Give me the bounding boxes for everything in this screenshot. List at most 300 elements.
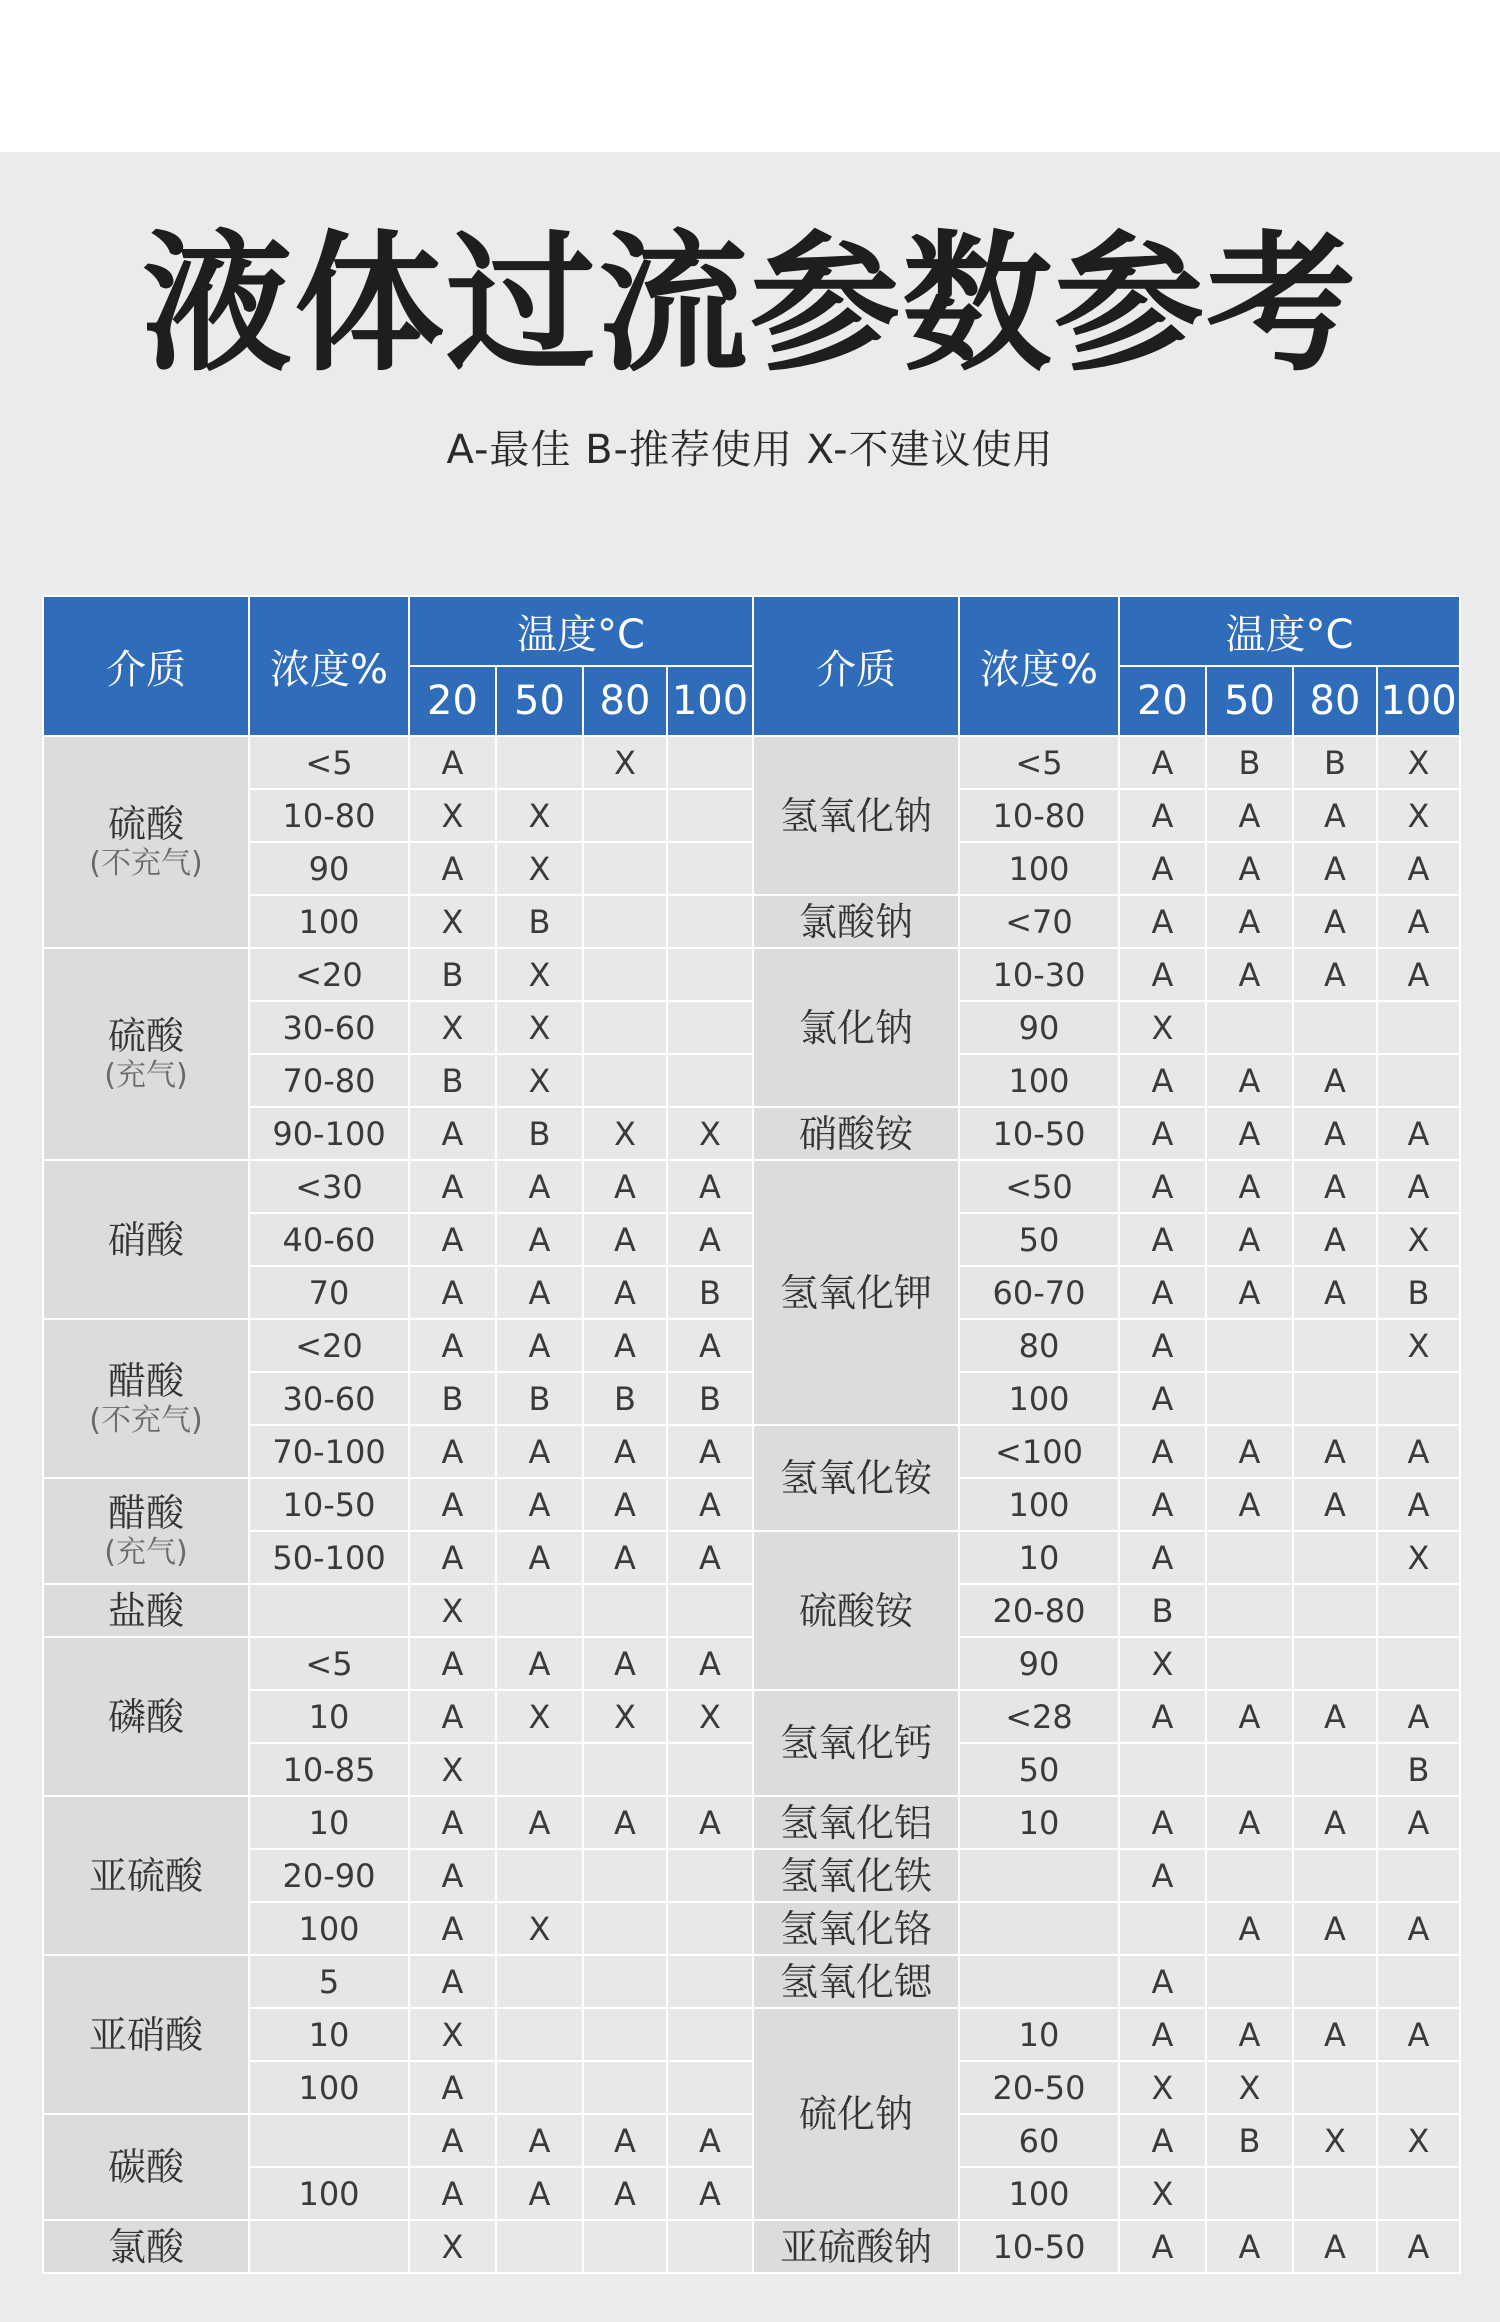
medium-cell [753,948,959,1107]
rating-cell [667,1001,753,1054]
table-row [43,2167,1460,2220]
medium-cell [753,1902,959,1955]
concentration-cell: 100 [249,2061,409,2114]
table-row [43,1425,1460,1478]
rating-cell [1293,2167,1377,2220]
rating-cell [1377,2167,1460,2220]
medium-cell [753,1796,959,1849]
table-row [43,1637,1460,1690]
rating-cell [583,1955,667,2008]
rating-cell [667,2061,753,2114]
rating-cell: X [409,2008,496,2061]
compatibility-table [42,595,1461,2274]
rating-cell [583,1849,667,1902]
table-row [43,789,1460,842]
rating-cell: A [1206,1902,1293,1955]
medium-cell [753,2008,959,2220]
rating-cell: A [1377,1160,1460,1213]
medium-name: 氢氧化钙 [779,1721,932,1765]
rating-cell: B [1206,2114,1293,2167]
medium-header: 介质 [753,596,959,736]
rating-cell [1293,1584,1377,1637]
rating-cell [583,948,667,1001]
rating-cell: X [496,1902,583,1955]
rating-cell: A [1119,1160,1206,1213]
concentration-cell: 20-80 [959,1584,1119,1637]
concentration-header: 浓度% [959,596,1119,736]
rating-cell: A [1119,842,1206,895]
rating-cell [1206,1372,1293,1425]
rating-cell: A [496,1531,583,1584]
concentration-cell: 10-30 [959,948,1119,1001]
medium-name: 硫化钠 [798,2092,913,2136]
rating-cell: X [409,1743,496,1796]
rating-cell: A [496,1213,583,1266]
rating-cell: A [409,1637,496,1690]
temp-col-80: 80 [583,666,667,736]
rating-cell: A [1293,789,1377,842]
rating-cell: A [667,2114,753,2167]
rating-cell: A [583,1425,667,1478]
concentration-cell: 100 [959,2167,1119,2220]
concentration-cell [959,1849,1119,1902]
rating-cell [1293,1955,1377,2008]
rating-cell: A [1293,1054,1377,1107]
concentration-cell: 10 [959,1531,1119,1584]
rating-cell: A [496,2167,583,2220]
rating-cell: B [667,1372,753,1425]
rating-cell: A [667,2167,753,2220]
rating-cell: X [496,1054,583,1107]
rating-cell: A [1377,842,1460,895]
rating-cell: X [1377,1213,1460,1266]
concentration-cell: 70-100 [249,1425,409,1478]
rating-cell [496,1849,583,1902]
table-row [43,1690,1460,1743]
rating-cell: A [1377,1425,1460,1478]
table-row [43,1743,1460,1796]
table-row [43,1213,1460,1266]
rating-cell [1206,1319,1293,1372]
concentration-cell [249,2114,409,2167]
rating-cell: A [409,1955,496,2008]
concentration-cell: 100 [249,895,409,948]
rating-cell: X [409,1001,496,1054]
medium-cell [43,1160,249,1319]
medium-name: 亚硫酸 [88,1853,203,1898]
rating-cell [1377,2061,1460,2114]
rating-cell: X [667,1690,753,1743]
table-row [43,895,1460,948]
rating-cell [496,2008,583,2061]
table-row [43,1107,1460,1160]
rating-cell [667,842,753,895]
rating-cell [1293,1372,1377,1425]
rating-cell: X [409,2220,496,2273]
rating-cell: A [1293,1690,1377,1743]
rating-cell: A [1377,948,1460,1001]
rating-cell: A [1206,1107,1293,1160]
rating-cell: A [1293,948,1377,1001]
table-row [43,842,1460,895]
rating-cell: B [1377,1743,1460,1796]
rating-cell [667,1902,753,1955]
medium-name: 氯酸 [107,2224,184,2269]
rating-cell: X [496,1001,583,1054]
concentration-cell [959,1902,1119,1955]
rating-cell: X [496,1690,583,1743]
rating-cell [1293,1743,1377,1796]
rating-cell: A [1293,2220,1377,2273]
rating-cell [1293,1319,1377,1372]
concentration-cell: 10 [959,2008,1119,2061]
rating-cell: X [1377,1531,1460,1584]
medium-name: 氢氧化铬 [779,1906,932,1951]
rating-cell [1377,1849,1460,1902]
medium-name: 硫酸 [107,802,184,846]
concentration-cell: 50 [959,1743,1119,1796]
rating-cell: X [1119,1001,1206,1054]
medium-note: (充气) [104,1058,188,1093]
rating-cell: X [583,1690,667,1743]
medium-cell [43,2114,249,2220]
concentration-cell: 100 [959,1054,1119,1107]
table-body [43,736,1460,2273]
rating-cell: B [496,895,583,948]
rating-cell [1206,1584,1293,1637]
rating-cell [583,2008,667,2061]
concentration-cell: 100 [959,1478,1119,1531]
rating-cell: B [1119,1584,1206,1637]
rating-cell [496,2061,583,2114]
rating-cell [1206,1955,1293,2008]
concentration-cell: 100 [959,842,1119,895]
medium-cell [43,948,249,1160]
rating-cell [667,736,753,789]
rating-cell: B [1377,1266,1460,1319]
concentration-cell: 100 [249,2167,409,2220]
rating-cell [583,1001,667,1054]
table-row [43,2008,1460,2061]
concentration-cell: 90 [959,1637,1119,1690]
rating-cell: A [1206,1478,1293,1531]
rating-cell: B [409,1372,496,1425]
rating-cell: A [1377,2220,1460,2273]
rating-cell: B [409,948,496,1001]
rating-cell: A [583,1266,667,1319]
rating-cell: X [1377,1319,1460,1372]
rating-cell: A [409,1266,496,1319]
rating-cell: A [1206,1213,1293,1266]
rating-cell: A [583,2114,667,2167]
medium-name: 醋酸 [107,1491,184,1535]
concentration-cell: <100 [959,1425,1119,1478]
concentration-cell: 10-85 [249,1743,409,1796]
medium-cell [753,2220,959,2273]
rating-cell: A [1293,842,1377,895]
rating-cell: A [1119,1266,1206,1319]
rating-cell: A [1293,895,1377,948]
rating-cell: A [409,2061,496,2114]
rating-cell: A [1377,895,1460,948]
medium-name: 氯酸钠 [798,899,913,944]
rating-cell: A [1377,1690,1460,1743]
rating-cell: A [409,1902,496,1955]
rating-cell [1293,1531,1377,1584]
concentration-cell: 100 [959,1372,1119,1425]
rating-cell [583,895,667,948]
rating-cell: A [496,1160,583,1213]
rating-cell [1293,1637,1377,1690]
concentration-cell [959,1955,1119,2008]
rating-cell [1206,1849,1293,1902]
rating-cell: X [1119,1637,1206,1690]
medium-name: 硫酸 [107,1014,184,1058]
rating-cell: B [667,1266,753,1319]
rating-cell: A [1119,736,1206,789]
rating-cell: A [1119,1690,1206,1743]
rating-cell: A [1377,1478,1460,1531]
rating-cell [667,948,753,1001]
rating-cell: A [667,1531,753,1584]
concentration-cell [249,1584,409,1637]
concentration-cell: 10-50 [249,1478,409,1531]
rating-cell [1377,1584,1460,1637]
rating-cell: A [1206,1796,1293,1849]
rating-cell: A [1206,1425,1293,1478]
rating-cell [1293,1001,1377,1054]
concentration-cell: 10 [249,2008,409,2061]
medium-cell [753,736,959,895]
rating-cell: A [1119,1107,1206,1160]
table-row [43,2220,1460,2273]
rating-cell: A [496,1478,583,1531]
rating-cell: A [1119,789,1206,842]
rating-cell: A [409,2114,496,2167]
rating-cell [583,1054,667,1107]
concentration-cell: 20-50 [959,2061,1119,2114]
rating-cell [1206,1743,1293,1796]
temp-col-100: 100 [1377,666,1460,736]
rating-cell [496,1584,583,1637]
rating-cell: A [1119,1478,1206,1531]
rating-cell [583,1902,667,1955]
rating-cell: A [1119,1054,1206,1107]
rating-cell [496,1955,583,2008]
rating-cell: A [409,1107,496,1160]
rating-cell: A [1119,2008,1206,2061]
concentration-cell: 30-60 [249,1372,409,1425]
rating-cell: A [409,1531,496,1584]
rating-cell: A [409,842,496,895]
rating-cell: A [667,1160,753,1213]
medium-cell [43,1955,249,2114]
rating-cell [1206,2167,1293,2220]
rating-cell: A [583,1637,667,1690]
rating-cell: A [1206,895,1293,948]
rating-cell [1119,1902,1206,1955]
concentration-cell: 5 [249,1955,409,2008]
concentration-cell: 100 [249,1902,409,1955]
table-row [43,1372,1460,1425]
medium-cell [43,736,249,948]
medium-cell [753,1425,959,1531]
rating-cell [1377,1372,1460,1425]
rating-cell: A [583,1319,667,1372]
rating-cell: A [496,1319,583,1372]
medium-cell [43,1584,249,1637]
table-row [43,1266,1460,1319]
medium-cell [753,1107,959,1160]
concentration-cell: 70-80 [249,1054,409,1107]
table-row [43,2061,1460,2114]
rating-cell: A [1119,1319,1206,1372]
medium-name: 氢氧化铵 [779,1456,932,1500]
medium-cell [43,1637,249,1796]
concentration-cell: 10 [249,1796,409,1849]
table-row [43,1955,1460,2008]
medium-name: 亚硝酸 [88,2012,203,2057]
rating-cell: X [496,789,583,842]
medium-name: 硫酸铵 [798,1588,913,1633]
rating-cell: X [667,1107,753,1160]
table-row [43,2114,1460,2167]
rating-cell: A [583,1531,667,1584]
table-row [43,1584,1460,1637]
rating-cell [583,789,667,842]
rating-cell: X [1377,789,1460,842]
page-title: 液体过流参数参考 [141,218,1358,392]
medium-name: 氢氧化钾 [779,1270,932,1315]
rating-cell: A [409,736,496,789]
rating-cell [1206,1531,1293,1584]
table-row [43,1160,1460,1213]
medium-name: 碳酸 [107,2145,184,2189]
rating-cell: A [1206,2220,1293,2273]
rating-cell: A [409,2167,496,2220]
table-row [43,948,1460,1001]
table-row [43,1054,1460,1107]
medium-note: (不充气) [89,1402,203,1438]
rating-cell: A [1293,2008,1377,2061]
rating-cell [667,1054,753,1107]
rating-cell [583,842,667,895]
rating-cell [667,895,753,948]
rating-cell: A [409,1690,496,1743]
rating-cell: A [1377,2008,1460,2061]
medium-name: 氯化钠 [798,1005,913,1050]
table-header [43,596,1460,736]
rating-cell [1119,1743,1206,1796]
rating-cell: A [1206,789,1293,842]
concentration-cell: <50 [959,1160,1119,1213]
medium-name: 氢氧化锶 [779,1959,932,2004]
rating-cell: B [496,1107,583,1160]
concentration-cell: 80 [959,1319,1119,1372]
rating-cell: X [1377,736,1460,789]
medium-name: 硝酸铵 [798,1111,913,1156]
concentration-cell: 10-80 [959,789,1119,842]
rating-cell: A [496,1637,583,1690]
rating-cell [667,2220,753,2273]
rating-cell: A [409,1425,496,1478]
temp-col-80: 80 [1293,666,1377,736]
rating-cell: A [496,2114,583,2167]
rating-cell: A [1119,2114,1206,2167]
rating-cell: A [1119,1372,1206,1425]
rating-cell: A [1119,1955,1206,2008]
rating-cell: X [1377,2114,1460,2167]
medium-cell [753,1160,959,1425]
rating-cell [667,1584,753,1637]
rating-cell: A [667,1796,753,1849]
temp-col-50: 50 [1206,666,1293,736]
rating-cell: X [409,895,496,948]
rating-cell: A [1119,2220,1206,2273]
rating-cell: B [496,1372,583,1425]
rating-cell: A [1119,1531,1206,1584]
concentration-cell: 90 [249,842,409,895]
rating-cell [1377,1054,1460,1107]
concentration-cell: 10-50 [959,1107,1119,1160]
rating-cell: A [667,1319,753,1372]
rating-cell [1206,1637,1293,1690]
medium-name: 氢氧化铝 [779,1800,932,1845]
concentration-cell: <5 [249,736,409,789]
rating-cell [667,1743,753,1796]
rating-cell: A [1293,1478,1377,1531]
rating-cell: A [1293,1902,1377,1955]
rating-cell: B [409,1054,496,1107]
rating-cell [667,789,753,842]
rating-cell [496,2220,583,2273]
rating-cell: A [583,1213,667,1266]
concentration-cell: 40-60 [249,1213,409,1266]
rating-cell: A [583,1478,667,1531]
medium-note: (充气) [104,1535,188,1570]
rating-cell [496,736,583,789]
rating-cell [583,2220,667,2273]
rating-cell [667,2008,753,2061]
rating-cell: A [1293,1213,1377,1266]
rating-cell: A [667,1425,753,1478]
concentration-cell: 20-90 [249,1849,409,1902]
medium-cell [43,1478,249,1584]
concentration-cell: 90 [959,1001,1119,1054]
rating-cell: A [1119,948,1206,1001]
medium-cell [753,895,959,948]
rating-cell [1377,1001,1460,1054]
rating-cell: A [409,1319,496,1372]
rating-cell: A [409,1213,496,1266]
rating-cell: A [1206,948,1293,1001]
temp-col-100: 100 [667,666,753,736]
rating-cell [583,1584,667,1637]
medium-name: 硝酸 [107,1217,184,1262]
rating-cell: X [1206,2061,1293,2114]
concentration-cell: 70 [249,1266,409,1319]
rating-cell: A [1293,1796,1377,1849]
rating-cell: A [1293,1107,1377,1160]
rating-cell: X [583,736,667,789]
rating-cell: B [1206,736,1293,789]
concentration-cell: 90-100 [249,1107,409,1160]
rating-cell [583,1743,667,1796]
medium-cell [43,1319,249,1478]
rating-cell: A [409,1849,496,1902]
medium-cell [43,2220,249,2273]
legend-text: A-最佳 B-推荐使用 X-不建议使用 [446,427,1054,473]
